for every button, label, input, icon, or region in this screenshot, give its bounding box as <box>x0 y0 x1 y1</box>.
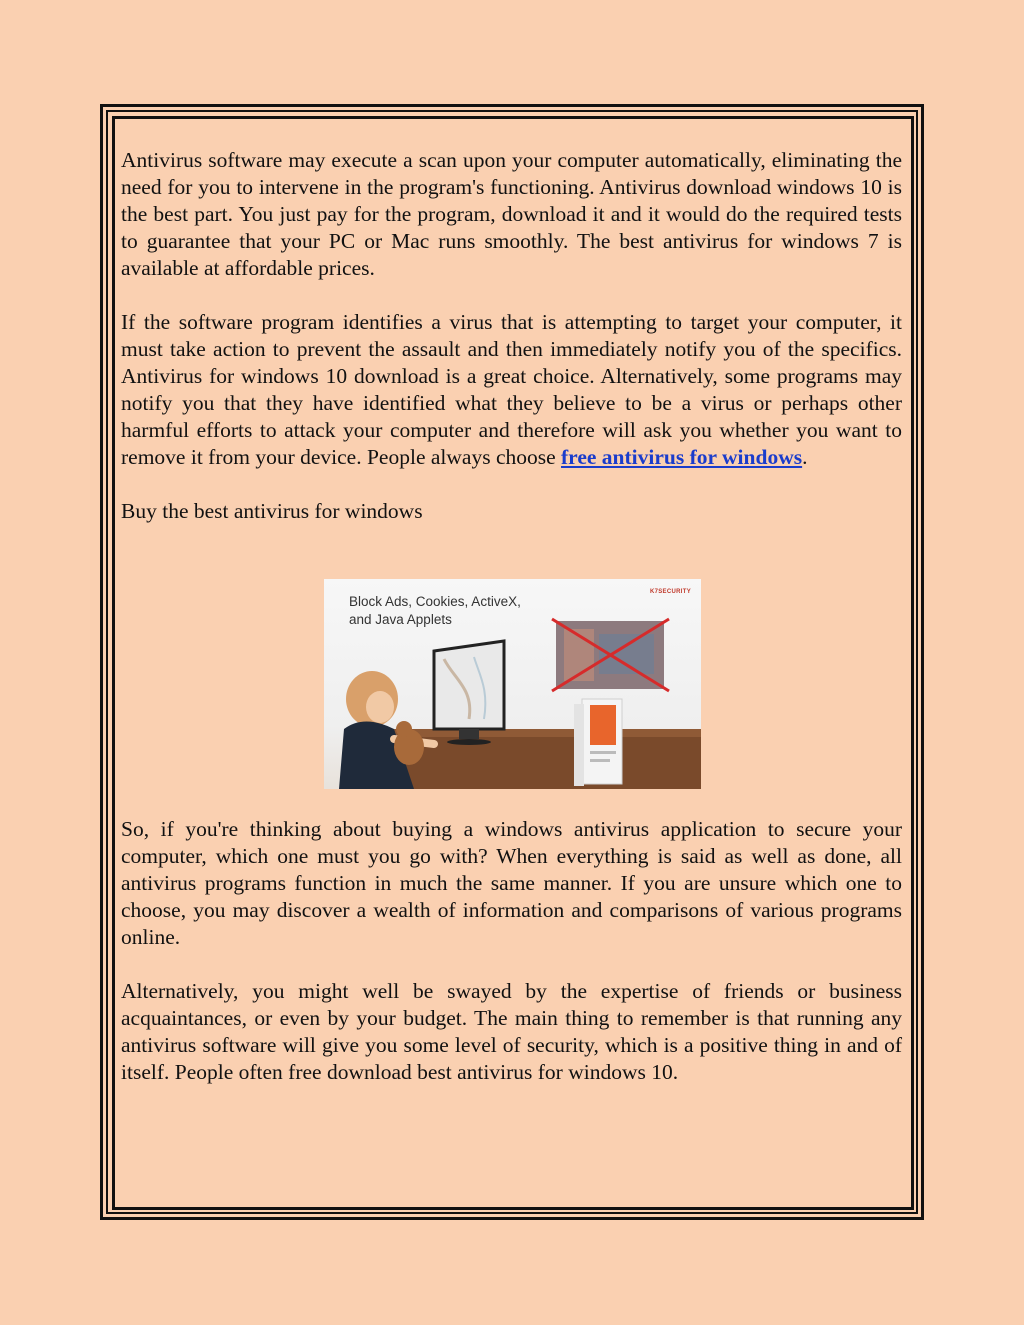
paragraph-buy-heading: Buy the best antivirus for windows <box>121 499 423 523</box>
promo-caption <box>349 593 569 629</box>
article-body-bottom <box>121 816 902 1086</box>
paragraph-conclusion: Alternatively, you might well be swayed by the expertise of friends or business acquaintances, or even by your budget. The main thing to remember is that running any antivirus software will give you some level of security, which is a positive thing in and of itself. People often free download best antivirus for windows 10. <box>121 979 902 1084</box>
free-antivirus-link[interactable]: free antivirus for windows <box>561 445 803 469</box>
article-body-top <box>121 147 902 525</box>
promo-caption-line-2: and Java Applets <box>349 612 452 627</box>
paragraph-choosing: So, if you're thinking about buying a windows antivirus application to secure your computer, which one must you go with? When everything is said as well as done, all antivirus programs function in much the same manner. If you are unsure which one to choose, you may discover a wealth of information and comparisons of various programs online. <box>121 817 902 949</box>
promo-caption-line-1: Block Ads, Cookies, ActiveX, <box>349 594 521 609</box>
paragraph-intro: Antivirus software may execute a scan upon your computer automatically, eliminating the need for you to intervene in the program's functioning. Antivirus download windows 10 is the best part. You just pay for the program, download it and it would do the required tests to guarantee that your PC or Mac runs smoothly. The best antivirus for windows 7 is available at affordable prices. <box>121 148 902 280</box>
brand-logo: K7SECURITY <box>649 589 691 595</box>
paragraph-virus-detection <box>121 309 902 471</box>
paragraph-virus-detection-end: . <box>802 445 808 469</box>
promo-image <box>324 579 701 789</box>
paragraph-virus-detection-text: If the software program identifies a virus that is attempting to target your computer, it must take action to prevent the assault and then immediately notify you of the specifics. Antivirus for windows 10 download is a great choice. Alternatively, some programs may notify you that they have identified what they believe to be a virus or perhaps other harmful efforts to attack your computer and therefore will ask you whether you want to remove it from your device. People always choose <box>121 310 902 469</box>
